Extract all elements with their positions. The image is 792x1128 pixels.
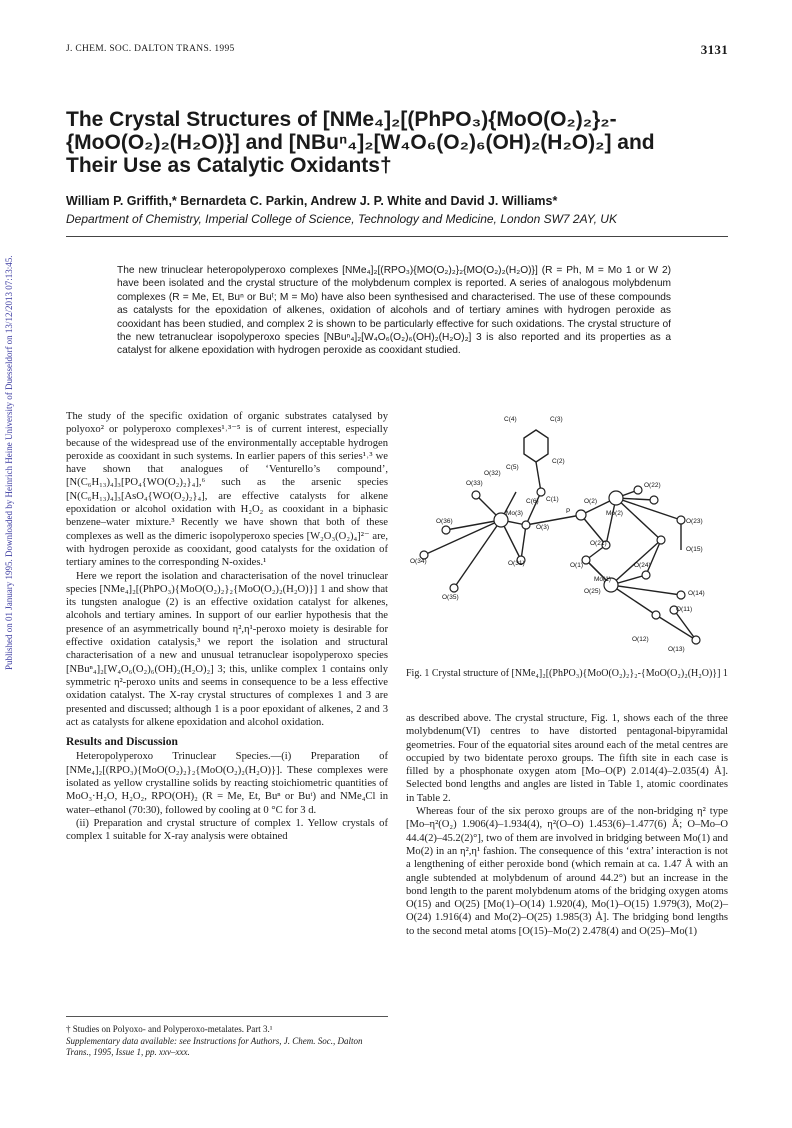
- crystal-structure-figure: [406, 410, 728, 660]
- atom-label: O(34): [410, 558, 427, 565]
- atom-label: O(15): [686, 546, 703, 553]
- atom-label: O(36): [436, 518, 453, 525]
- atom-label: O(32): [484, 470, 501, 477]
- atom-label: C(3): [550, 416, 563, 423]
- header-rule: [66, 236, 728, 237]
- results-paragraph-2: (ii) Preparation and crystal structure of complex 1. Yellow crystals of complex 1 suitable for X-ray analysis were obtained: [66, 817, 388, 843]
- atom-label: O(25): [584, 588, 601, 595]
- abstract: The new trinuclear heteropolyperoxo complexes [NMe₄]₂[(RPO₃){MO(O₂)₂}₂{MO(O₂)₂(H₂O)}] (R = Ph, M = Mo 1 or W 2) have been isolated and the crystal structure of the molybdenum complex is reported. A series of analogous molybdenum complexes (R = Me, Et, Buⁿ or Buᵗ; M = Mo) have also been synthesised and characterised. The use of these compounds as catalysts for the epoxidation of alkenes, oxidation of alcohols and of tertiary amines with hydrogen peroxide as cooxidant has been studied, and complex 2 is shown to be particularly effective for such oxidations. The crystal structure of the new tetranuclear isopolyperoxo species [NBuⁿ₄]₂[W₄O₆(O₂)₆(OH)₂(H₂O)₂] 3 is also reported and its properties as a catalyst for alkene epoxidation with hydrogen peroxide as cooxidant studied.: [117, 265, 671, 357]
- atom-label: C(4): [504, 416, 517, 423]
- atom-label: O(3): [536, 524, 549, 531]
- atom-label: O(21): [590, 540, 607, 547]
- page-number: 3131: [700, 42, 728, 57]
- figure-caption: Fig. 1 Crystal structure of [NMe₄]₂[(PhPO₃){MoO(O₂)₂}₂-{MoO(O₂)₂(H₂O)}] 1: [406, 668, 728, 679]
- atom-label: O(1): [570, 562, 583, 569]
- atom-label: Mo(1): [594, 576, 611, 583]
- atom-label: O(33): [466, 480, 483, 487]
- atom-label: O(35): [442, 594, 459, 601]
- download-note-text: Published on 01 January 1995. Downloaded by Heinrich Heine University of Duesseldorf on 13/12/2013 07:13:45.: [4, 255, 14, 670]
- atom-label: C(5): [506, 464, 519, 471]
- title-line-2: {MoO(O₂)₂(H₂O)}] and [NBuⁿ₄]₂[W₄O₆(O₂)₆(OH)₂(H₂O)₂] and: [66, 131, 655, 154]
- atom-label: C(6): [526, 498, 539, 505]
- intro-paragraph-1: The study of the specific oxidation of organic substrates catalysed by polyoxo² or polyperoxo complexes¹˒³⁻⁵ is of current interest, especially because of the widespread use of the environmentally acceptable hydrogen peroxide as cooxidant in such systems. In earlier papers of this series¹˒³ we have shown that analogues of ‘Venturello’s compound’, [N(C₆H₁₃)₄]₃[PO₄{WO(O₂)₂}₄],⁶ such as the arsenic species [N(C₆H₁₃)₄]₃[AsO₄{WO(O₂)₂}₄], are effective catalysts for alkene epoxidation or alcohol oxidation with H₂O₂ as cooxidant in a biphasic benzene–water mixture.³ Recently we have shown that both of these complexes as well as the dimeric isopolyperoxo species [W₂O₃(O₂)₄]²⁻ are, with hydrogen peroxide as cooxidant, good catalysts for the oxidation of tertiary amines to the corresponding N-oxides.¹: [66, 411, 388, 569]
- atom-label: O(12): [632, 636, 649, 643]
- results-paragraph-1: Heteropolyperoxo Trinuclear Species.—(i) Preparation of [NMe₄]₂[(RPO₃){MoO(O₂)₂}₂{MoO(O₂)₂(H₂O)}]. These complexes were isolated as yellow crystalline solids by reacting stoichiometric quantities of MoO₃·H₂O, H₂O₂, RPO(OH)₂ (R = Me, Et, Buⁿ or Buᵗ) and NMe₄Cl in water–ethanol (70:30), followed by cooling at 0 °C for 3 d.: [66, 751, 388, 816]
- footnotes: [66, 1024, 388, 1059]
- intro-paragraph-2: Here we report the isolation and characterisation of the novel trinuclear species [NMe₄]₂[(PhPO₃){MoO(O₂)₂}₂{MoO(O₂)₂(H₂O)}] 1 and show that its tungsten analogue (2) is an effective oxidation catalyst for alkenes, alcohols and tertiary amines. In support of our earlier hypothesis that the presence of an asymmetrically bound η²,η¹-peroxo moiety is desirable for effective oxidation catalysis,³ we report the isolation and structural characterisation of a new and unusual tetranuclear isopolyperoxo species [NBuⁿ₄]₂[W₄O₆(O₂)₆(OH)₂(H₂O)₂] 3; this, unlike complex 1 contains only symmetric η²-peroxo units and seems in consequence to be a less effective oxidation catalyst. The X-ray crystal structures of complexes 1 and 3 are presented and discussed; although 1 is a poor epoxidant of alkenes, 2 and 3 act as catalysts for alkene epoxidation and alcohol oxidation.: [66, 570, 388, 728]
- article-title: [66, 108, 736, 177]
- side-download-note: [4, 30, 16, 670]
- atom-label: O(11): [676, 606, 693, 613]
- journal-citation: J. CHEM. SOC. DALTON TRANS. 1995: [66, 44, 235, 54]
- right-column: [406, 712, 728, 938]
- authors: William P. Griffith,* Bernardeta C. Parkin, Andrew J. P. White and David J. Williams*: [66, 194, 558, 208]
- running-head: [66, 42, 728, 57]
- title-line-3: Their Use as Catalytic Oxidants†: [66, 154, 392, 177]
- footnote-supplementary: Supplementary data available: see Instructions for Authors, J. Chem. Soc., Dalton Trans., 1995, Issue 1, pp. xxv–xxx.: [66, 1035, 363, 1057]
- footnote-series: † Studies on Polyoxo- and Polyperoxo-metalates. Part 3.¹: [66, 1024, 273, 1034]
- affiliation: Department of Chemistry, Imperial College of Science, Technology and Medicine, London SW7 2AY, UK: [66, 212, 617, 226]
- atom-label: O(23): [686, 518, 703, 525]
- atom-label: O(31): [508, 560, 525, 567]
- atom-label: O(13): [668, 646, 685, 653]
- atom-label: C(1): [546, 496, 559, 503]
- atom-label: Mo(2): [606, 510, 623, 517]
- atom-label: O(24): [634, 562, 651, 569]
- atom-label: O(22): [644, 482, 661, 489]
- right-paragraph-1: as described above. The crystal structure, Fig. 1, shows each of the three molybdenum(VI) centres to have distorted pentagonal-bipyramidal geometries. Four of the equatorial sites around each of the metal centres are occupied by two bidentate peroxo groups. The fifth site in each case is filled by a phosphonate oxygen atom [Mo–O(P) 2.014(4)–2.035(4) Å]. Selected bond lengths and angles are listed in Table 1, atomic coordinates in Table 2.: [406, 713, 728, 804]
- right-paragraph-2: Whereas four of the six peroxo groups are of the non-bridging η² type [Mo–η²(O₂) 1.906(4)–1.934(4), η²(O–O) 1.453(6)–1.477(6) Å; O–Mo–O 44.4(2)–45.2(2)°], two of them are involved in bridging between Mo(1) and Mo(2) in an η²,η¹ fashion. The consequence of this ‘extra’ interaction is not a lengthening of either peroxide bond (which remain at ca. 1.47 Å with an angle subtended at molybdenum of around 44.2°) but an increase in the bond length to the parent molybdenum atoms of the bridging oxygen atoms O(15) and O(25) [Mo(1)–O(14) 1.920(4), Mo(1)–O(15) 1.979(3), Mo(2)–O(24) 1.916(4) and Mo(2)–O(25) 1.985(3) Å]. The bridging bond lengths to the second metal atoms [O(15)–Mo(2) 2.478(4) and O(25)–Mo(1): [406, 806, 728, 937]
- atom-label: Mo(3): [506, 510, 523, 517]
- atom-label: P: [566, 508, 571, 515]
- atom-label: O(2): [584, 498, 597, 505]
- atom-label: C(2): [552, 458, 565, 465]
- left-column: [66, 410, 388, 844]
- section-heading: Results and Discussion: [66, 736, 178, 749]
- title-line-1: The Crystal Structures of [NMe₄]₂[(PhPO₃){MoO(O₂)₂}₂-: [66, 108, 617, 131]
- structure-diagram: [406, 410, 728, 660]
- footnote-rule: [66, 1016, 388, 1017]
- atom-label: O(14): [688, 590, 705, 597]
